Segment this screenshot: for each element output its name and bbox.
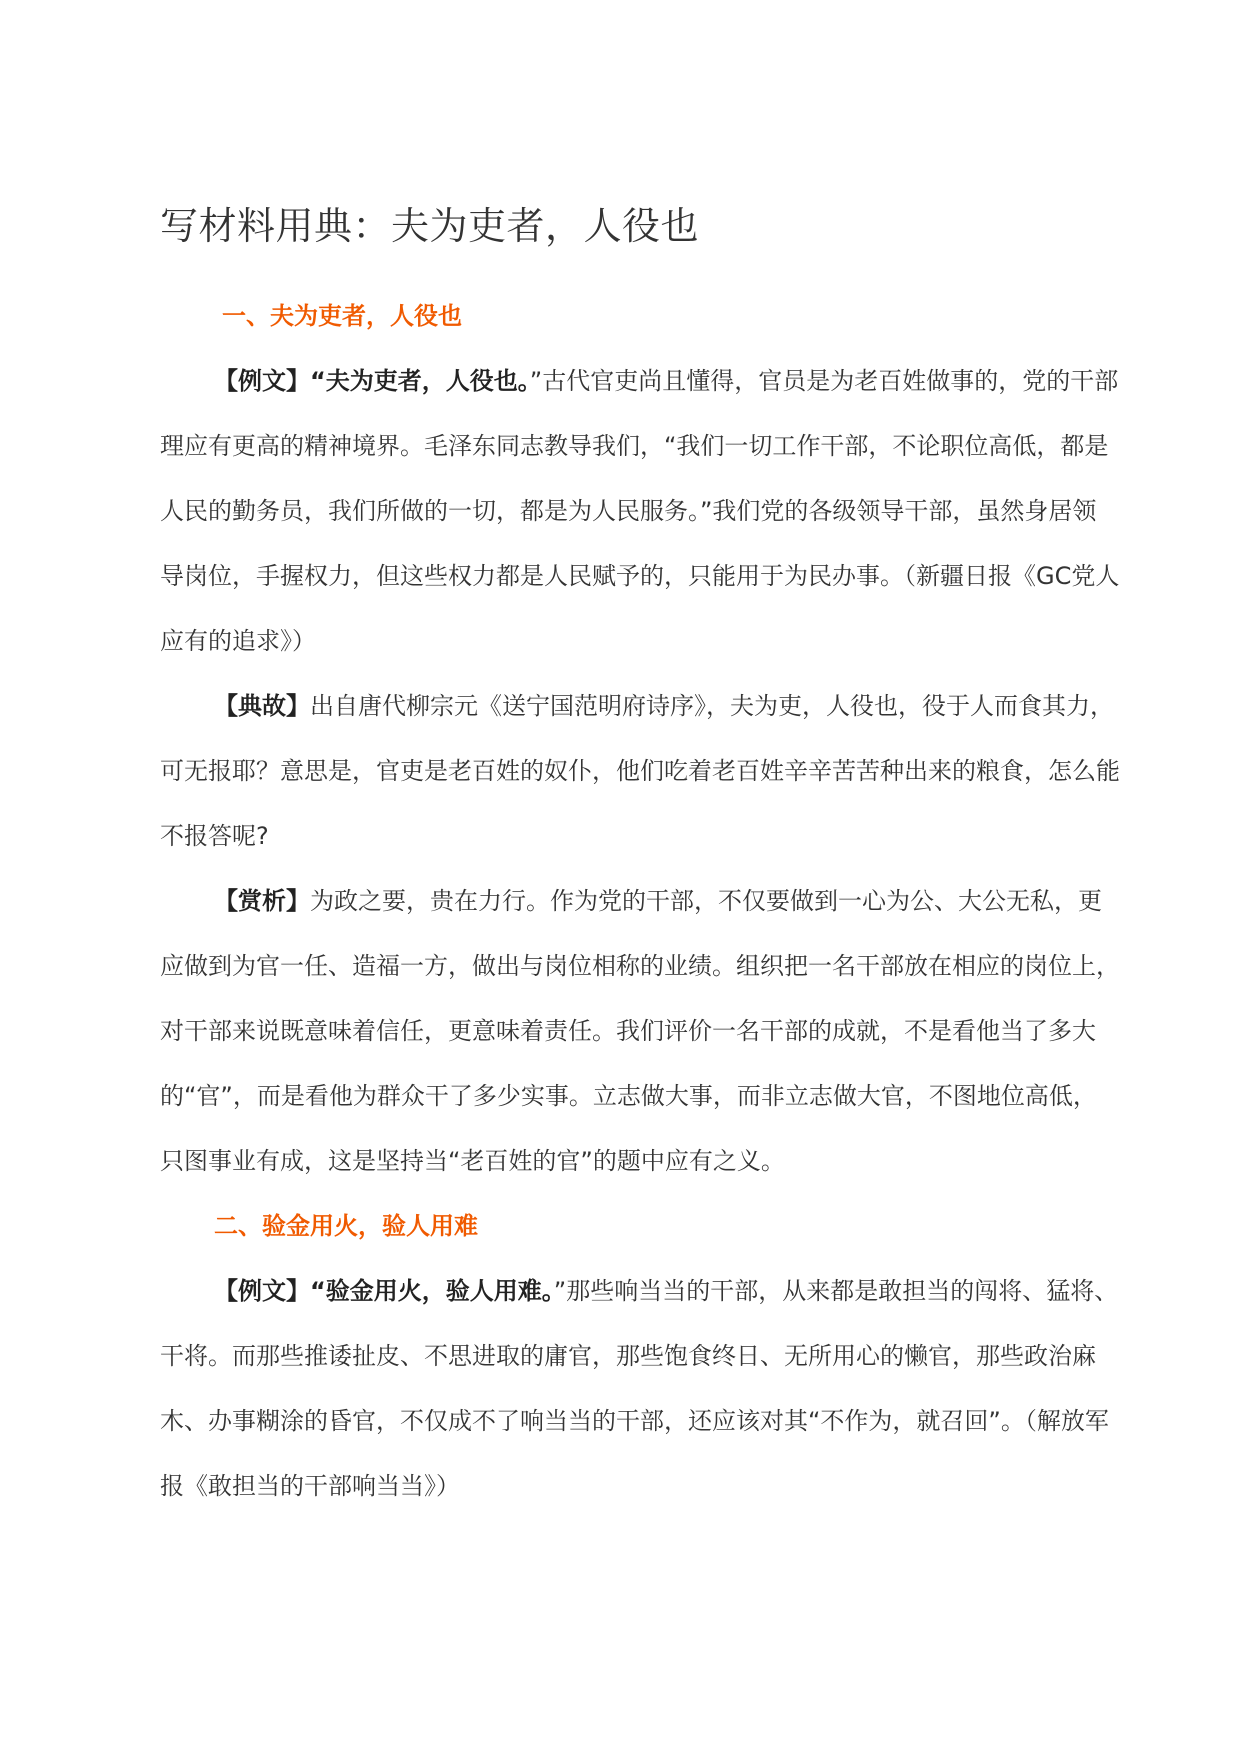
document-page — [160, 196, 1120, 1519]
allusion-text: 出自唐代柳宗元《送宁国范明府诗序》，夫为吏，人役也，役于人而食其力，可无报耶？意思是，官吏是老百姓的奴仆，他们吃着老百姓辛辛苦苦种出来的粮食，怎么能不报答呢? — [160, 692, 1120, 850]
section-2-example — [160, 1259, 1120, 1519]
example-tag: 【例文】 — [214, 1277, 310, 1305]
document-title: 写材料用典：夫为吏者，人役也 — [160, 204, 700, 248]
example-quote: “验金用火，验人用难。 — [310, 1277, 554, 1305]
example-text: ”古代官吏尚且懂得，官员是为老百姓做事的，党的干部理应有更高的精神境界。毛泽东同志教导我们，“我们一切工作干部，不论职位高低，都是人民的勤务员，我们所做的一切，都是为人民服务。”我们党的各级领导干部，虽然身居领导岗位，手握权力，但这些权力都是人民赋予的，只能用于为民办事。（新疆日报《GC党人应有的追求》） — [160, 367, 1120, 655]
example-quote: “夫为吏者，人役也。 — [310, 367, 530, 395]
section-1-heading: 一、夫为吏者，人役也 — [222, 302, 462, 330]
example-text: ”那些响当当的干部，从来都是敢担当的闯将、猛将、干将。而那些推诿扯皮、不思进取的庸官，那些饱食终日、无所用心的懒官，那些政治麻木、办事糊涂的昏官，不仅成不了响当当的干部，还应该对其“不作为，就召回”。（解放军报《敢担当的干部响当当》） — [160, 1277, 1119, 1500]
allusion-tag: 【典故】 — [214, 692, 310, 720]
section-1-allusion — [160, 674, 1120, 869]
section-1-example — [160, 349, 1120, 674]
analysis-text: 为政之要，贵在力行。作为党的干部，不仅要做到一心为公、大公无私，更应做到为官一任、造福一方，做出与岗位相称的业绩。组织把一名干部放在相应的岗位上，对干部来说既意味着信任，更意味着责任。我们评价一名干部的成就，不是看他当了多大的“官”，而是看他为群众干了多少实事。立志做大事，而非立志做大官，不图地位高低，只图事业有成，这是坚持当“老百姓的官”的题中应有之义。 — [160, 887, 1120, 1175]
section-1-analysis — [160, 869, 1120, 1194]
section-2-heading: 二、验金用火，验人用难 — [214, 1212, 478, 1240]
analysis-tag: 【赏析】 — [214, 887, 310, 915]
example-tag: 【例文】 — [214, 367, 310, 395]
